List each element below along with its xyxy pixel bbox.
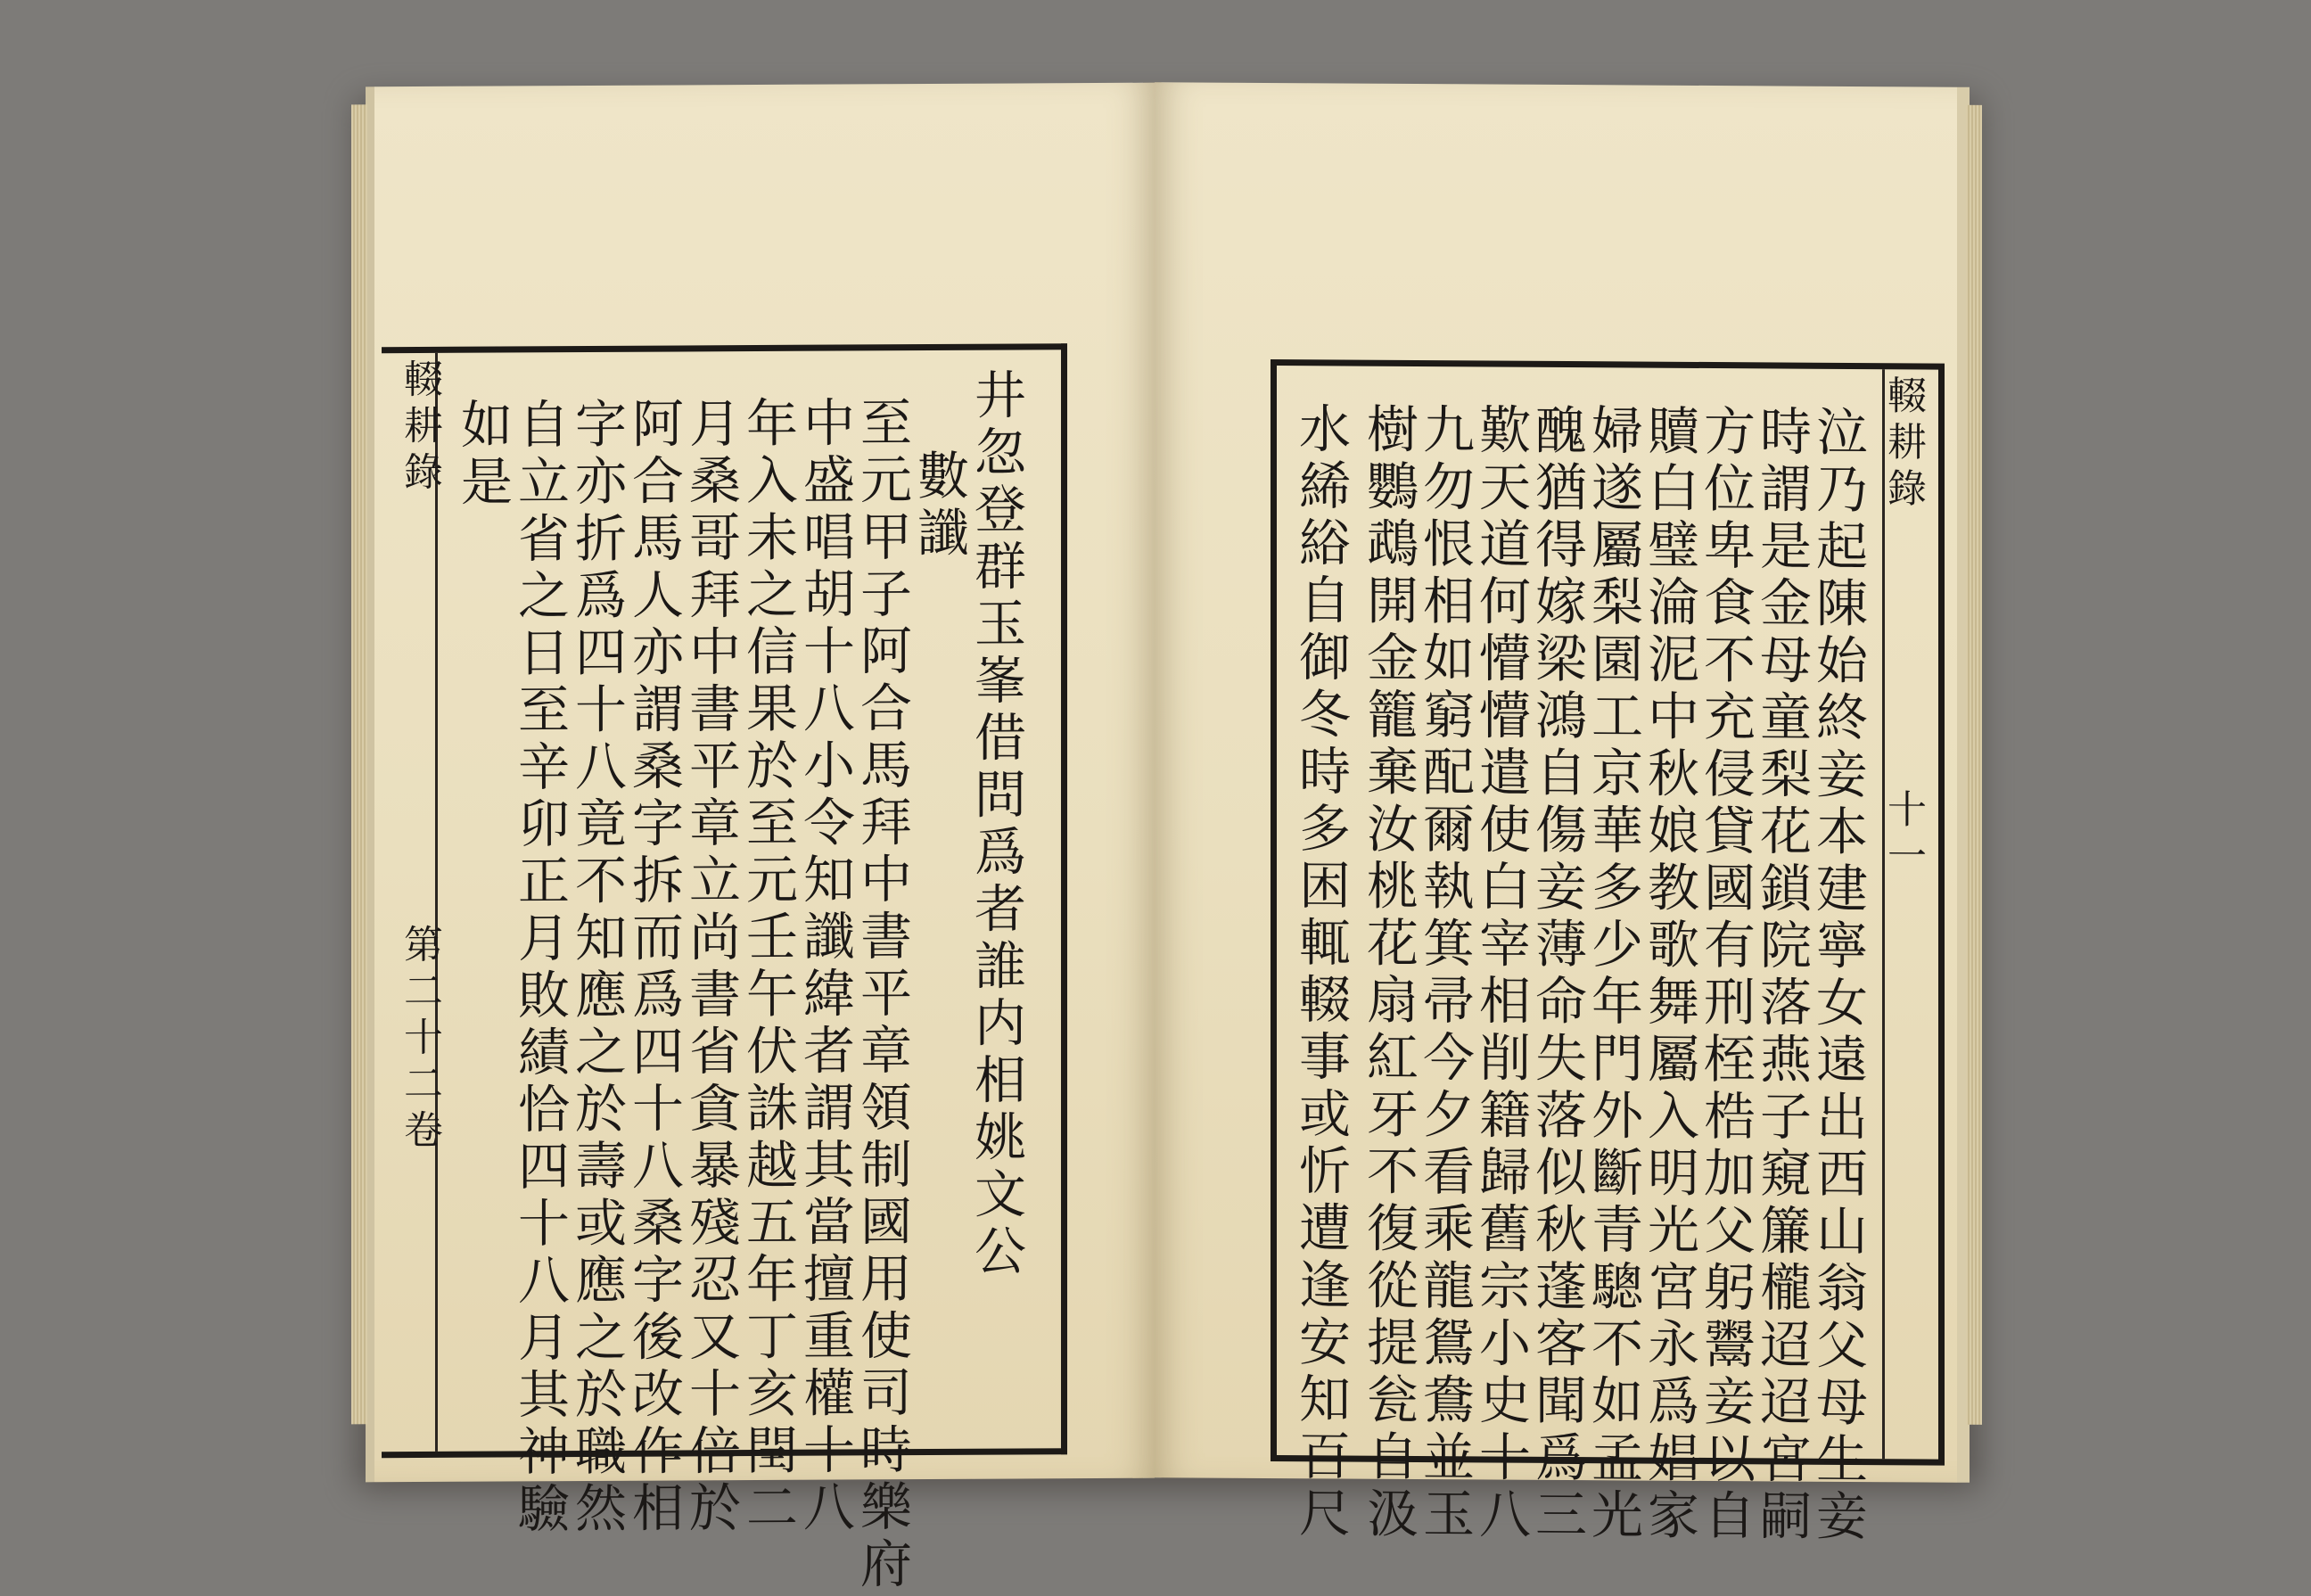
left-column-5: 年入未之信果於至元壬午伏誅越五年丁亥閏二: [737, 395, 798, 1538]
right-column-1: 泣乃起陳始終妾本建寧女遠出西山翁父母生妾: [1807, 404, 1868, 1547]
left-column-6: 月桑哥拜中書平章立尚書省貪暴殘忍又十倍於: [680, 396, 741, 1538]
right-margin-number: 十一: [1880, 788, 1926, 882]
left-column-8: 字亦折爲四十八竟不知應之於壽或應之於職然: [566, 396, 627, 1539]
left-column-10: 如是: [452, 397, 513, 512]
left-margin-volume: 第二十二卷: [397, 923, 442, 1156]
right-column-9: 樹鸚鵡開金籠棄汝桃花扇紅牙不復從提瓮自汲: [1358, 401, 1419, 1544]
left-column-4: 中盛唱胡十八小令知讖緯者謂其當擅重權十八: [794, 395, 855, 1537]
left-column-9: 自立省之日至辛卯正月敗績恰四十八月其神驗: [509, 397, 570, 1539]
page-edge-right: [1966, 105, 1982, 1425]
left-column-1: 井忽登群玉峯借問爲者誰内相姚文公: [966, 367, 1026, 1281]
right-page: [1155, 82, 1970, 1547]
right-column-7: 歎天道何懵懵遣使白宰相削籍歸舊宗小史十八: [1470, 402, 1531, 1544]
left-column-2: 數讖: [909, 448, 969, 564]
right-column-5: 婦遂屬梨園工京華多少年門外斷青驄不如孟光: [1583, 403, 1643, 1545]
fold-line: [435, 353, 438, 1452]
page-edge-left: [351, 104, 367, 1424]
left-column-7: 阿合馬人亦謂桑字拆而爲四十八桑字後改作相: [623, 396, 684, 1538]
left-margin-title: 輟耕錄: [397, 358, 442, 498]
fold-line-right: [1882, 369, 1885, 1459]
right-column-3: 方位卑食不充侵貸國有刑桎梏加父躬鬻妾以自: [1695, 403, 1756, 1546]
left-page-frame: [382, 343, 1067, 1594]
right-column-8: 九勿恨相如窮配爾執箕帚今夕看乘龍鴛鴦並玉: [1414, 401, 1475, 1544]
right-column-2: 時謂是金母童梨花鎖院落燕子窺簾櫳迢迢宮嗣: [1751, 404, 1812, 1546]
left-page: [366, 83, 1155, 1594]
right-margin-title: 輟耕錄: [1880, 374, 1926, 514]
right-column-6: 醜猶得嫁梁鴻自傷妾薄命失落似秋蓬客聞爲三: [1526, 402, 1587, 1545]
left-column-3: 至元甲子阿合馬拜中書平章領制國用使司時樂府: [851, 395, 912, 1594]
right-column-10: 水絺綌自御冬時多困輒輟事或忻遭逢安知百尺: [1290, 401, 1351, 1543]
right-column-4: 贖白璧淪泥中秋娘教歌舞屬入明光宮永爲娼家: [1639, 403, 1699, 1545]
right-page-frame: [1271, 359, 1945, 1547]
